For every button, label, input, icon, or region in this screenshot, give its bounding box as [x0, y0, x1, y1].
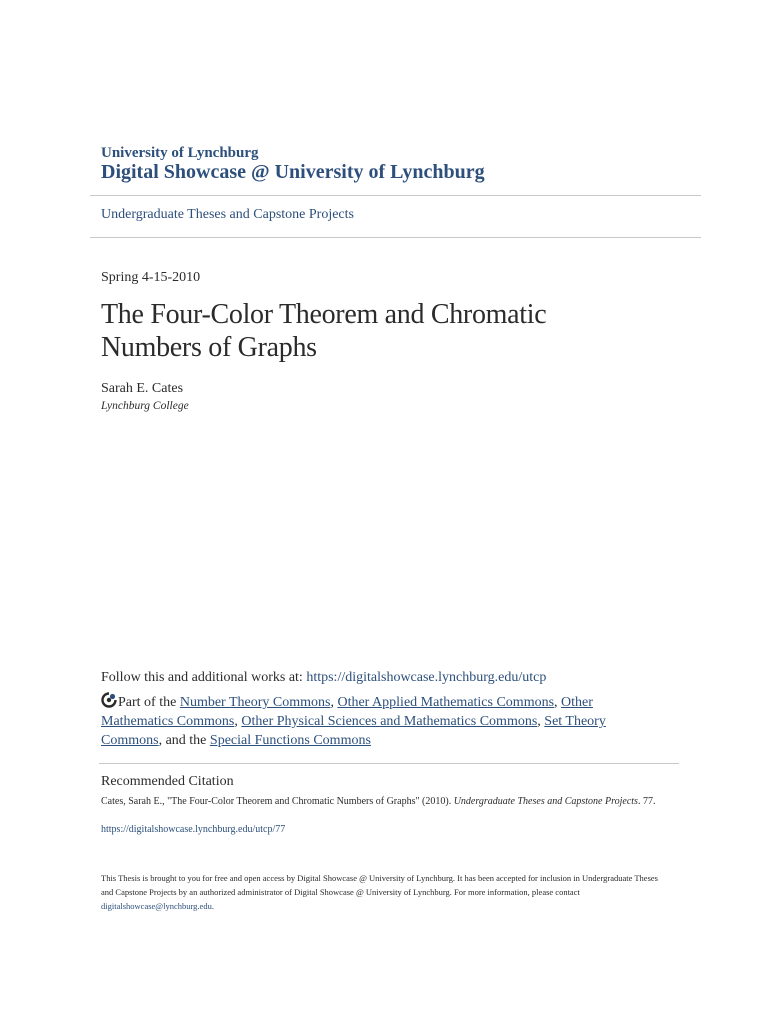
paper-title: The Four-Color Theorem and Chromatic Numbers of Graphs — [101, 299, 547, 363]
commons-link-other-applied-math[interactable]: Other Applied Mathematics Commons — [337, 695, 555, 710]
university-name[interactable]: University of Lynchburg — [101, 145, 259, 161]
citation-journal: Undergraduate Theses and Capstone Projects — [453, 796, 638, 807]
divider — [90, 237, 701, 238]
recommended-citation-heading: Recommended Citation — [101, 774, 234, 789]
divider — [90, 195, 701, 196]
contact-email-link[interactable]: digitalshowcase@lynchburg.edu — [101, 901, 212, 911]
commons-link-other-physical-sciences[interactable]: Other Physical Sciences and Mathematics Commons — [241, 714, 538, 729]
commons-link-set-theory[interactable]: Set Theory Commons — [101, 714, 606, 748]
access-notice — [101, 871, 666, 913]
series-link[interactable]: Undergraduate Theses and Capstone Projects — [101, 207, 354, 222]
follow-label: Follow this and additional works at: — [101, 670, 303, 685]
citation-body: Cates, Sarah E., "The Four-Color Theorem and Chromatic Numbers of Graphs" (2010). — [101, 796, 452, 807]
divider — [99, 763, 679, 764]
commons-link-special-functions[interactable]: Special Functions Commons — [209, 733, 371, 748]
separator: , — [554, 695, 558, 710]
citation-number: . 77. — [637, 796, 656, 807]
follow-url-link[interactable]: https://digitalshowcase.lynchburg.edu/utcp — [306, 670, 547, 685]
separator: , — [330, 695, 334, 710]
citation-url-link[interactable]: https://digitalshowcase.lynchburg.edu/utcp/77 — [101, 824, 286, 835]
separator-and-the: , and the — [158, 733, 207, 748]
part-of-prefix: Part of the — [118, 695, 177, 710]
commons-link-number-theory[interactable]: Number Theory Commons — [179, 695, 331, 710]
follow-line — [101, 670, 546, 686]
publication-date: Spring 4-15-2010 — [101, 270, 201, 285]
access-notice-end: . — [211, 901, 214, 911]
access-notice-text: This Thesis is brought to you for free and open access by Digital Showcase @ University of Lynchburg. It has been accepted for inclusion in Undergraduate Theses and Capstone Projects by an authorized administrator of Digital Showcase @ University of Lynchburg. For more information, please contact — [101, 873, 658, 897]
commons-link-other-math[interactable]: Other Mathematics Commons — [101, 695, 593, 729]
creative-commons-icon — [101, 692, 117, 708]
separator: , — [234, 714, 238, 729]
author-affiliation: Lynchburg College — [101, 400, 189, 412]
part-of-commons — [101, 692, 621, 750]
citation-text — [101, 795, 661, 808]
separator: , — [537, 714, 541, 729]
author-name: Sarah E. Cates — [101, 381, 184, 396]
repository-name[interactable]: Digital Showcase @ University of Lynchburg — [101, 161, 485, 183]
